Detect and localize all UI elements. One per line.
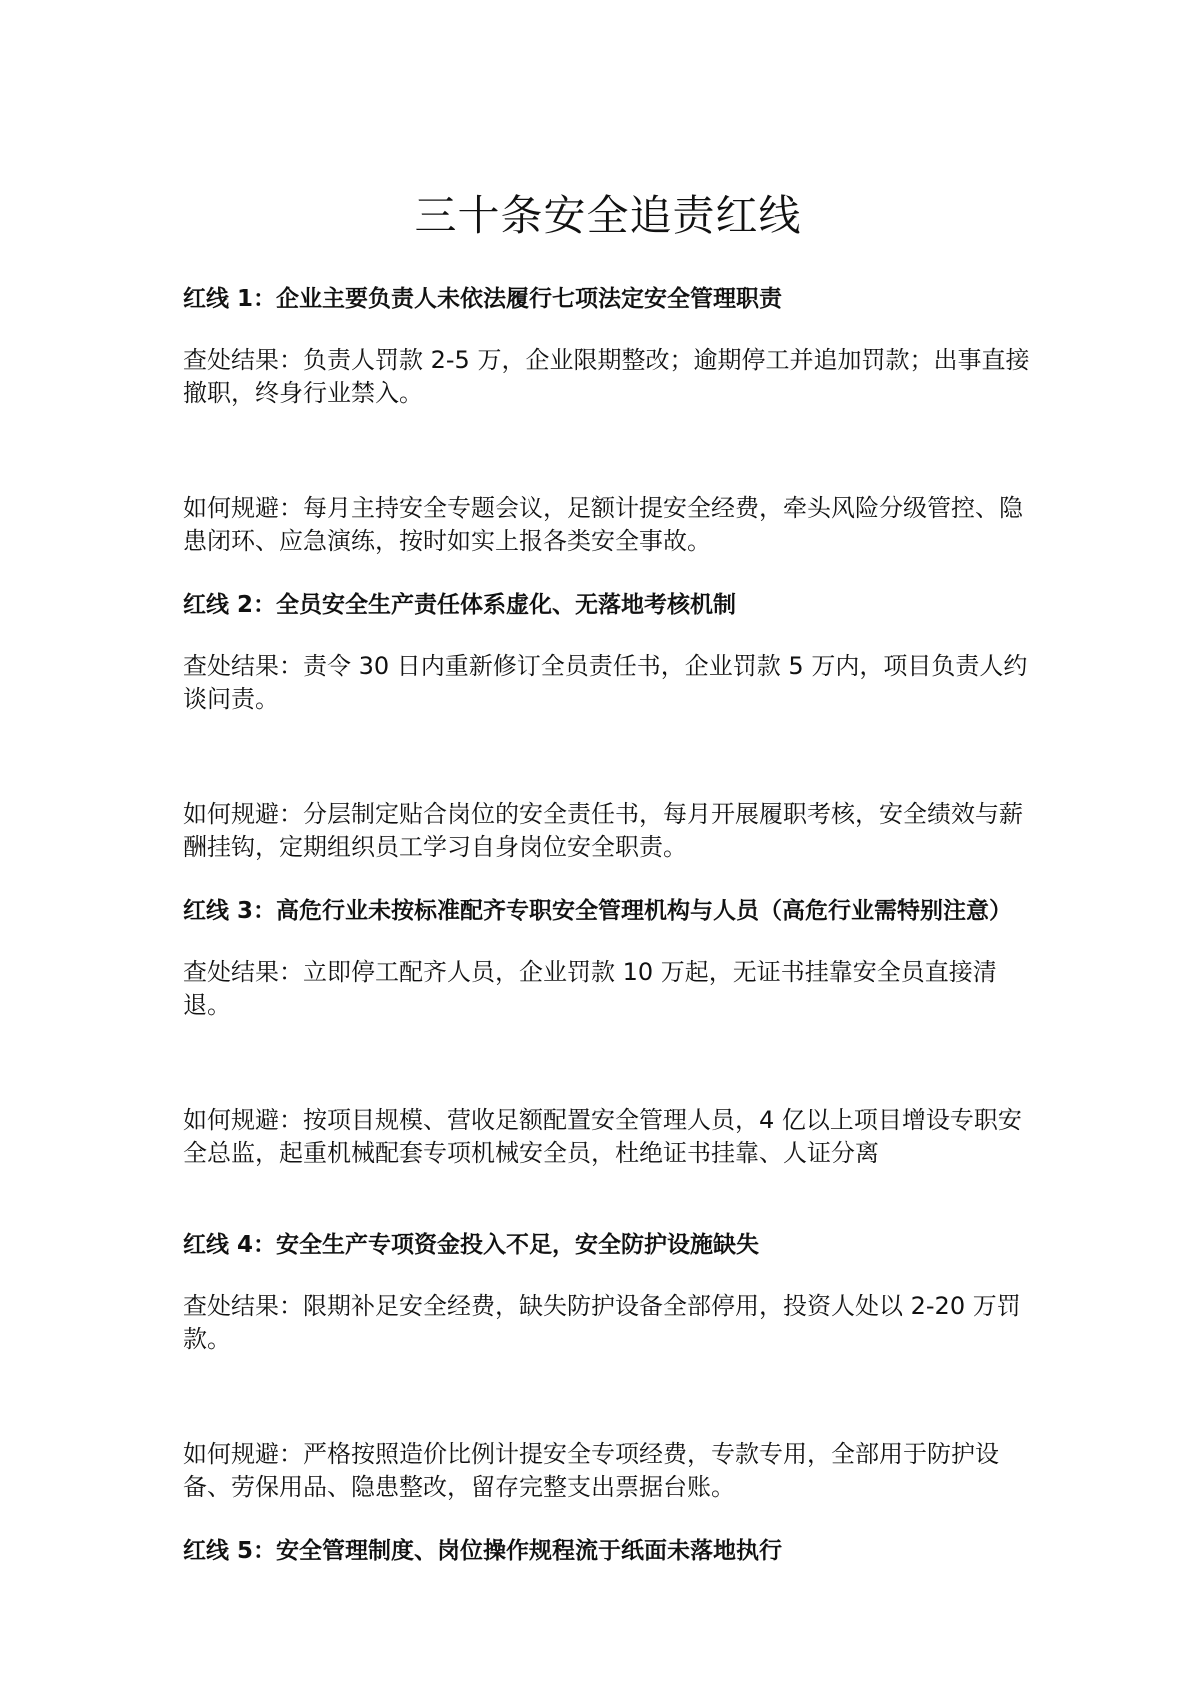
redline-section-5 (183, 1534, 1033, 1568)
redline-section-2 (183, 588, 1033, 864)
section-heading: 红线 3：高危行业未按标准配齐专职安全管理机构与人员（高危行业需特别注意） (183, 898, 1013, 924)
section-heading: 红线 1：企业主要负责人未依法履行七项法定安全管理职责 (183, 286, 783, 312)
section-heading: 红线 2：全员安全生产责任体系虚化、无落地考核机制 (183, 592, 737, 618)
redline-section-3 (183, 894, 1033, 1170)
penalty-result: 查处结果：限期补足安全经费，缺失防护设备全部停用，投资人处以 2-20 万罚款。 (183, 1292, 1021, 1353)
document-title: 三十条安全追责红线 (414, 191, 802, 240)
penalty-result: 查处结果：负责人罚款 2-5 万，企业限期整改；逾期停工并追加罚款；出事直接撤职，终身行业禁入。 (183, 346, 1030, 407)
document-page (183, 190, 1033, 1596)
avoidance-advice: 如何规避：严格按照造价比例计提安全专项经费，专款专用，全部用于防护设备、劳保用品、隐患整改，留存完整支出票据台账。 (183, 1440, 999, 1501)
penalty-result: 查处结果：立即停工配齐人员，企业罚款 10 万起，无证书挂靠安全员直接清退。 (183, 958, 997, 1019)
avoidance-advice: 如何规避：按项目规模、营收足额配置安全管理人员，4 亿以上项目增设专职安全总监，起重机械配套专项机械安全员，杜绝证书挂靠、人证分离 (183, 1106, 1022, 1167)
section-heading: 红线 4：安全生产专项资金投入不足，安全防护设施缺失 (183, 1232, 760, 1258)
avoidance-advice: 如何规避：分层制定贴合岗位的安全责任书，每月开展履职考核，安全绩效与薪酬挂钩，定期组织员工学习自身岗位安全职责。 (183, 800, 1023, 861)
penalty-result: 查处结果：责令 30 日内重新修订全员责任书，企业罚款 5 万内，项目负责人约谈问责。 (183, 652, 1028, 713)
section-heading: 红线 5：安全管理制度、岗位操作规程流于纸面未落地执行 (183, 1538, 783, 1564)
avoidance-advice: 如何规避：每月主持安全专题会议，足额计提安全经费，牵头风险分级管控、隐患闭环、应急演练，按时如实上报各类安全事故。 (183, 494, 1023, 555)
redline-section-4 (183, 1228, 1033, 1504)
redline-section-1 (183, 282, 1033, 558)
